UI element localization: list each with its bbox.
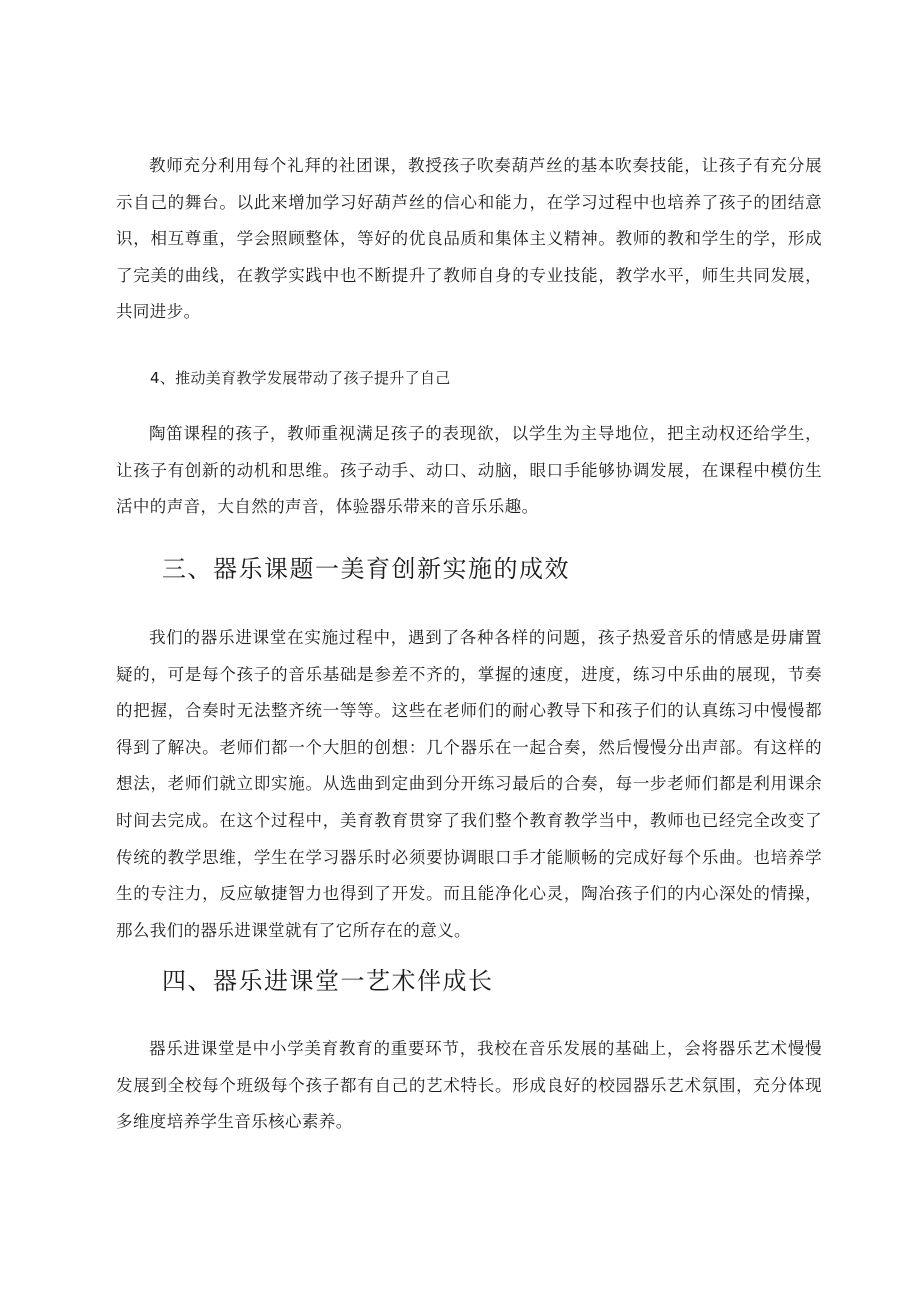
subheading: 4、推动美育教学发展带动了孩子提升了自己 bbox=[150, 369, 451, 387]
body-paragraph: 器乐进课堂是中小学美育教育的重要环节，我校在音乐发展的基础上，会将器乐艺术慢慢发展到全校每个班级每个孩子都有自己的艺术特长。形成良好的校园器乐艺术氛围，充分体现多维度培养学生音乐核心素养。 bbox=[116, 1039, 822, 1132]
body-paragraph: 陶笛课程的孩子，教师重视满足孩子的表现欲，以学生为主导地位，把主动权还给学生，让孩子有创新的动机和思维。孩子动手、动口、动脑，眼口手能够协调发展，在课程中模仿生活中的声音，大自然的声音，体验器乐带来的音乐乐趣。 bbox=[116, 424, 822, 517]
body-paragraph: 教师充分利用每个礼拜的社团课，教授孩子吹奏葫芦丝的基本吹奏技能，让孩子有充分展示自己的舞台。以此来增加学习好葫芦丝的信心和能力，在学习过程中也培养了孩子的团结意识，相互尊重，学会照顾整体，等好的优良品质和集体主义精神。教师的教和学生的学，形成了完美的曲线，在教学实践中也不断提升了教师自身的专业技能，教学水平，师生共同发展，共同进步。 bbox=[116, 156, 822, 322]
body-paragraph: 我们的器乐进课堂在实施过程中，遇到了各种各样的问题，孩子热爱音乐的情感是毋庸置疑的，可是每个孩子的音乐基础是参差不齐的，掌握的速度，进度，练习中乐曲的展现，节奏的把握，合奏时无法整齐统一等等。这些在老师们的耐心教导下和孩子们的认真练习中慢慢都得到了解决。老师们都一个大胆的创想：几个器乐在一起合奏，然后慢慢分出声部。有这样的想法，老师们就立即实施。从选曲到定曲到分开练习最后的合奏，每一步老师们都是利用课余时间去完成。在这个过程中，美育教育贯穿了我们整个教育教学当中，教师也已经完全改变了传统的教学思维，学生在学习器乐时必须要协调眼口手才能顺畅的完成好每个乐曲。也培养学生的专注力，反应敏捷智力也得到了开发。而且能净化心灵，陶冶孩子们的内心深处的情操，那么我们的器乐进课堂就有了它所存在的意义。 bbox=[116, 628, 822, 940]
section-heading: 三、器乐课题一美育创新实施的成效 bbox=[162, 555, 570, 583]
section-heading: 四、器乐进课堂一艺术伴成长 bbox=[162, 967, 494, 995]
